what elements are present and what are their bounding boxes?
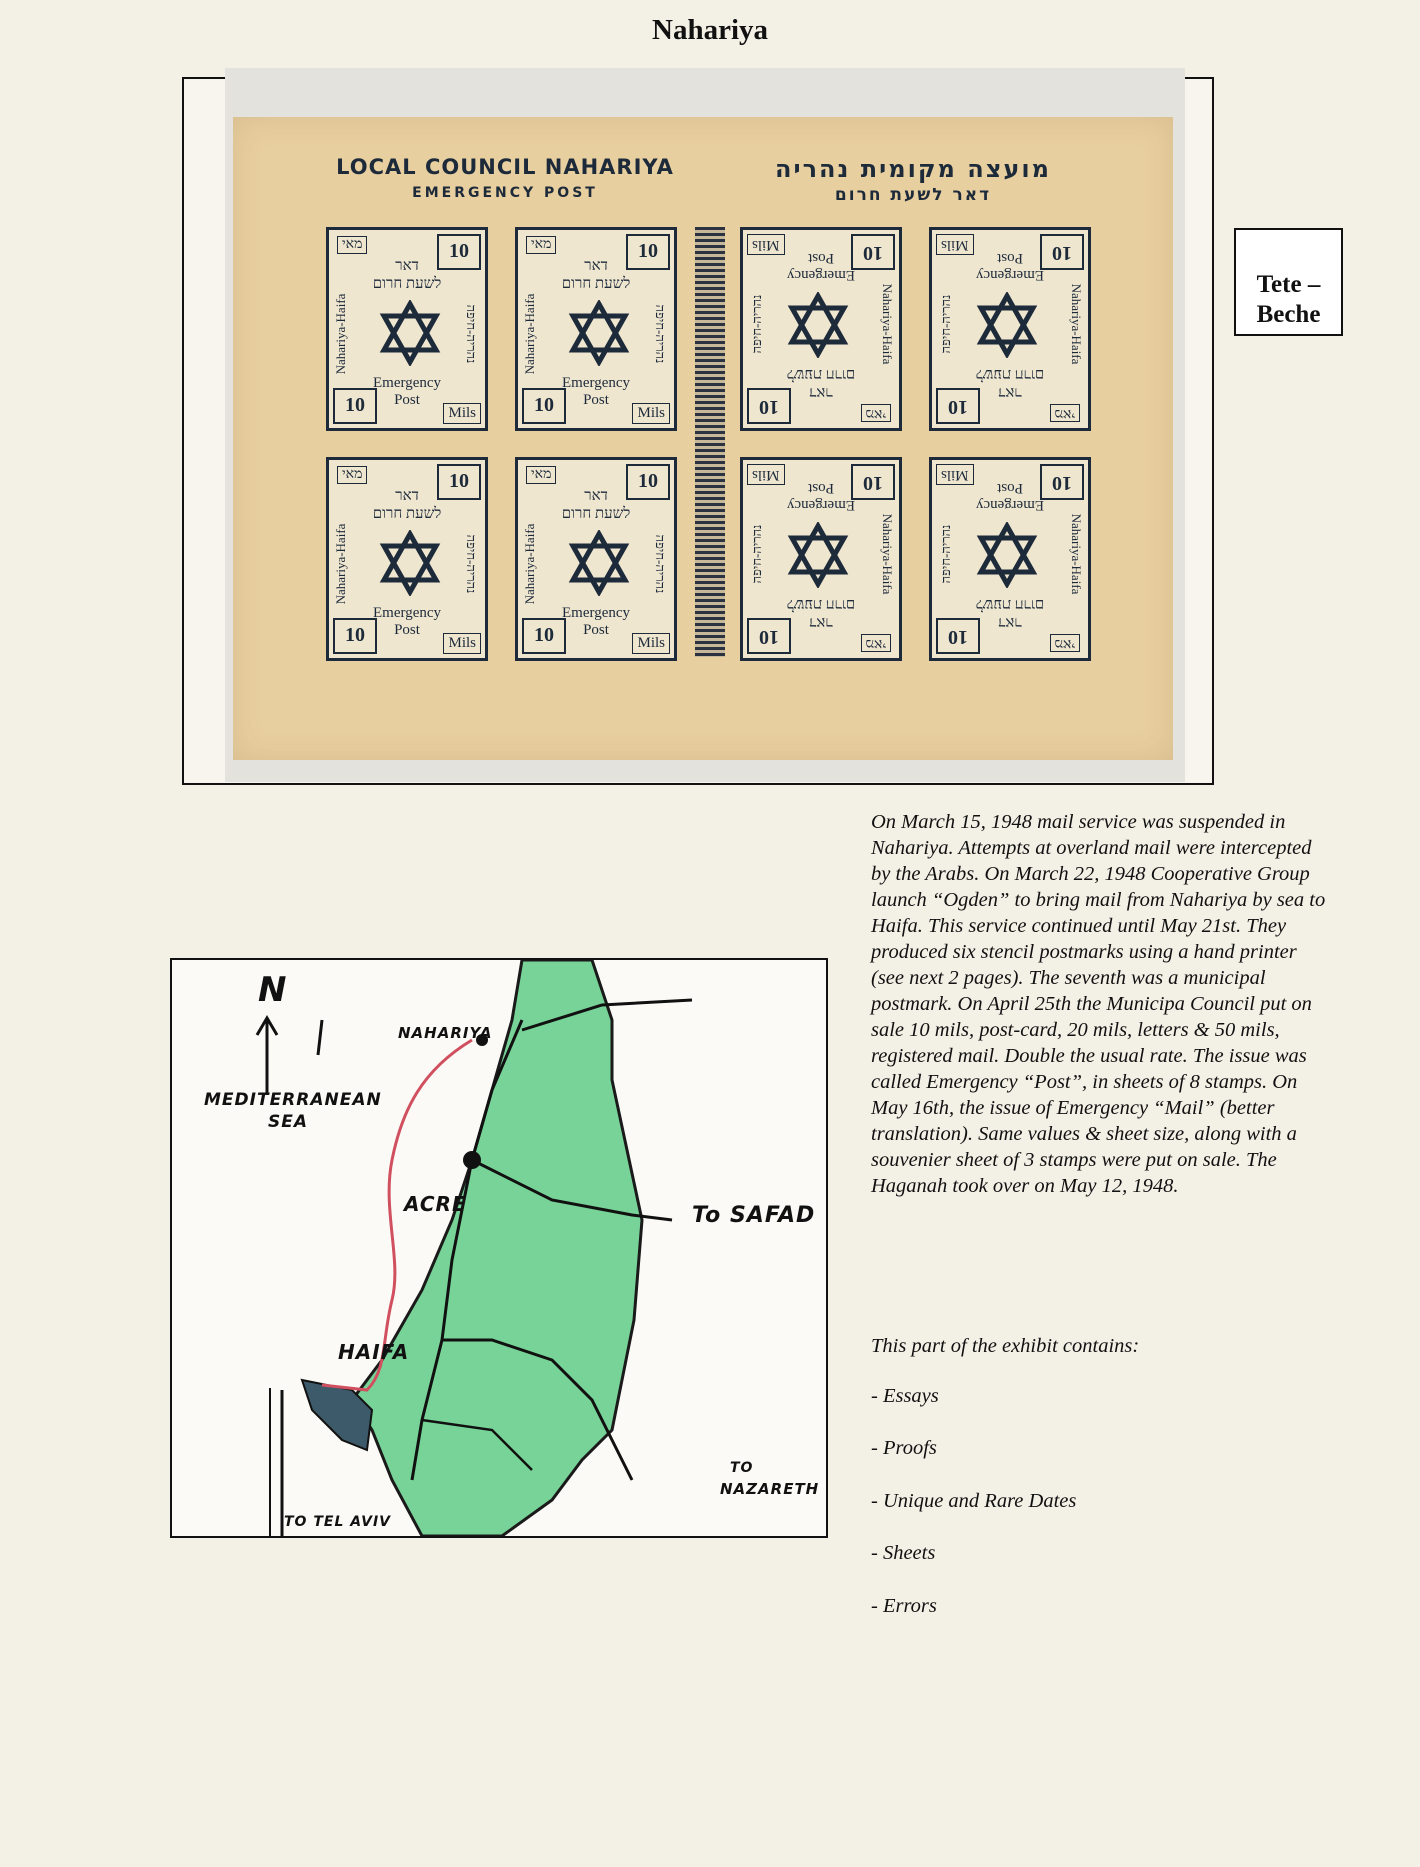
stamp-post: Post [997,480,1023,496]
stamp-unit: Mils [747,234,785,255]
stamp-hebrew-line: לשעת חרום [372,276,442,292]
star-of-david-icon [974,292,1040,358]
stamp-unit: Mils [632,403,670,424]
stamp-value-bottom: 10 [851,464,895,500]
stamp-side-english: Nahariya-Haifa [1069,513,1084,595]
stamp-emergency: Emergency [561,605,631,621]
stamp-side-hebrew: נהריה-חיפה [938,294,953,354]
map-nahariya-label: NAHARIYA [398,1024,493,1042]
map-north-label: N [258,970,288,1010]
stamp-hebrew-dar: דאר [395,488,419,504]
contents-section [871,1335,1331,1617]
stamp-value-bottom: 10 [333,618,377,654]
stamp-hebrew-line: לשעת חרום [786,366,856,382]
stamp-value: 10 [936,618,980,654]
stamp-side-hebrew: נהריה-חיפה [464,534,479,594]
stamp-post: Post [997,250,1023,266]
stamp-hebrew-line: לשעת חרום [561,506,631,522]
map-acre-label: ACRE [404,1192,467,1216]
stamp [326,227,488,431]
narrative-text: On March 15, 1948 mail service was suspended in Nahariya. Attempts at overland mail were intercepted by the Arabs. On March 22, 1948 Cooperative Group launch “Ogden” to bring mail from Nahariya by sea to Haifa. This service continued until May 21st. They produced six stencil postmarks using a hand printer (see next 2 pages). The seventh was a municipal postmark. On April 25th the Municipa Council put on sale 10 mils, post-card, 20 mils, letters & 50 mils, registered mail. Double the usual rate. The issue was called Emergency “Post”, in sheets of 8 stamps. On May 16th, the issue of Emergency “Mail” (better translation). Same values & sheet size, along with a souvenier sheet of 3 stamps were put on sale. The Haganah took over on May 12, 1948. [871,811,1326,1197]
stamp [515,457,677,661]
stamp-hebrew-abbrev: מאי [526,466,556,484]
stamp-value: 10 [626,464,670,500]
stamp-hebrew-dar: דאר [395,258,419,274]
sheet-gutter [695,227,725,657]
stamp-side-hebrew: נהריה-חיפה [749,294,764,354]
list-item: - Unique and Rare Dates [871,1490,1077,1512]
star-of-david-icon [785,522,851,588]
stamp-value-bottom: 10 [522,618,566,654]
stamp-emergency: Emergency [561,375,631,391]
stamp-emergency: Emergency [372,375,442,391]
stamp-hebrew-abbrev: מאי [861,404,891,422]
stamp-hebrew-abbrev: מאי [1050,634,1080,652]
stamp-hebrew-line: לשעת חרום [975,596,1045,612]
map-sea-label-1: MEDITERRANEAN [204,1090,382,1110]
stamp-hebrew-abbrev: מאי [337,236,367,254]
stamp-hebrew-dar: דאר [584,488,608,504]
tete-beche-line1: Tete – [1256,271,1321,298]
stamp-value: 10 [437,464,481,500]
stamp-side-english: Nahariya-Haifa [333,523,348,605]
sheet-header-english [325,155,685,201]
sheet-title-he: מועצה מקומית נהריה [775,155,1051,183]
stamp-unit: Mils [936,464,974,485]
stamp-sheet [233,117,1173,760]
page-title: Nahariya [652,14,768,46]
stamp-hebrew-line: לשעת חרום [786,596,856,612]
stamp-hebrew-dar: דאר [809,614,833,630]
land-area [352,960,642,1536]
map-telaviv-label: TO TEL AVIV [284,1514,391,1530]
stamp-emergency: Emergency [786,497,856,513]
stamp-hebrew-dar: דאר [998,384,1022,400]
route-map [170,958,828,1538]
star-of-david-icon [566,300,632,366]
tete-beche-line2: Beche [1256,301,1321,328]
stamp-post: Post [583,622,609,638]
stamp-emergency: Emergency [975,497,1045,513]
stamp-value-bottom: 10 [522,388,566,424]
stamp-unit: Mils [443,633,481,654]
map-haifa-label: HAIFA [338,1340,410,1364]
map-nazareth-label-1: TO [730,1460,754,1476]
stamp-unit: Mils [936,234,974,255]
list-item: - Proofs [871,1437,937,1459]
stamp-hebrew-dar: דאר [809,384,833,400]
stamp-post: Post [808,480,834,496]
stamp-post: Post [583,392,609,408]
stamp-side-hebrew: נהריה-חיפה [749,524,764,584]
stamp [929,457,1091,661]
stamp-emergency: Emergency [786,267,856,283]
stamp-side-hebrew: נהריה-חיפה [653,304,668,364]
stamp-side-english: Nahariya-Haifa [1069,283,1084,365]
stamp-side-hebrew: נהריה-חיפה [464,304,479,364]
stamp-emergency: Emergency [372,605,442,621]
list-item: - Sheets [871,1542,936,1564]
stamp [740,227,902,431]
contents-intro: This part of the exhibit contains: [871,1335,1140,1357]
stamp-value: 10 [626,234,670,270]
map-safad-label: To SAFAD [692,1203,816,1228]
stamp-value: 10 [747,388,791,424]
list-item: - Essays [871,1385,939,1407]
stamp-hebrew-line: לשעת חרום [975,366,1045,382]
stamp-side-english: Nahariya-Haifa [880,513,895,595]
stamp-hebrew-dar: דאר [998,614,1022,630]
list-item: - Errors [871,1595,937,1617]
stamp-side-english: Nahariya-Haifa [522,523,537,605]
sheet-subtitle-en: EMERGENCY POST [412,185,598,201]
stamp-hebrew-abbrev: מאי [1050,404,1080,422]
stamp [740,457,902,661]
stamp-value: 10 [747,618,791,654]
stamp-unit: Mils [632,633,670,654]
star-of-david-icon [974,522,1040,588]
stamp-unit: Mils [443,403,481,424]
stamp-post: Post [394,392,420,408]
stamp-hebrew-abbrev: מאי [337,466,367,484]
stamp-post: Post [394,622,420,638]
stamp [326,457,488,661]
stamp-value: 10 [437,234,481,270]
stamp-side-english: Nahariya-Haifa [333,293,348,375]
stamp-side-english: Nahariya-Haifa [522,293,537,375]
stamp-hebrew-line: לשעת חרום [372,506,442,522]
star-of-david-icon [566,530,632,596]
sheet-subtitle-he: דאר לשעת חרום [834,185,992,205]
stamp-unit: Mils [747,464,785,485]
stamp-value: 10 [936,388,980,424]
stamp-side-english: Nahariya-Haifa [880,283,895,365]
stamp [929,227,1091,431]
sheet-header-hebrew [733,155,1093,205]
stamp-side-hebrew: נהריה-חיפה [938,524,953,584]
stamp-hebrew-dar: דאר [584,258,608,274]
stamp [515,227,677,431]
stamp-hebrew-abbrev: מאי [861,634,891,652]
tete-beche-label [1234,228,1343,336]
stamp-hebrew-line: לשעת חרום [561,276,631,292]
stamp-value-bottom: 10 [333,388,377,424]
route-map-drawing [172,960,826,1536]
stamp-hebrew-abbrev: מאי [526,236,556,254]
stamp-value-bottom: 10 [1040,234,1084,270]
map-sea-label-2: SEA [268,1112,309,1132]
star-of-david-icon [785,292,851,358]
stamp-post: Post [808,250,834,266]
star-of-david-icon [377,300,443,366]
star-of-david-icon [377,530,443,596]
stamp-side-hebrew: נהריה-חיפה [653,534,668,594]
stamp-value-bottom: 10 [1040,464,1084,500]
stamp-value-bottom: 10 [851,234,895,270]
sheet-title-en: LOCAL COUNCIL NAHARIYA [336,155,674,179]
stamp-emergency: Emergency [975,267,1045,283]
map-nazareth-label-2: NAZARETH [720,1480,820,1498]
